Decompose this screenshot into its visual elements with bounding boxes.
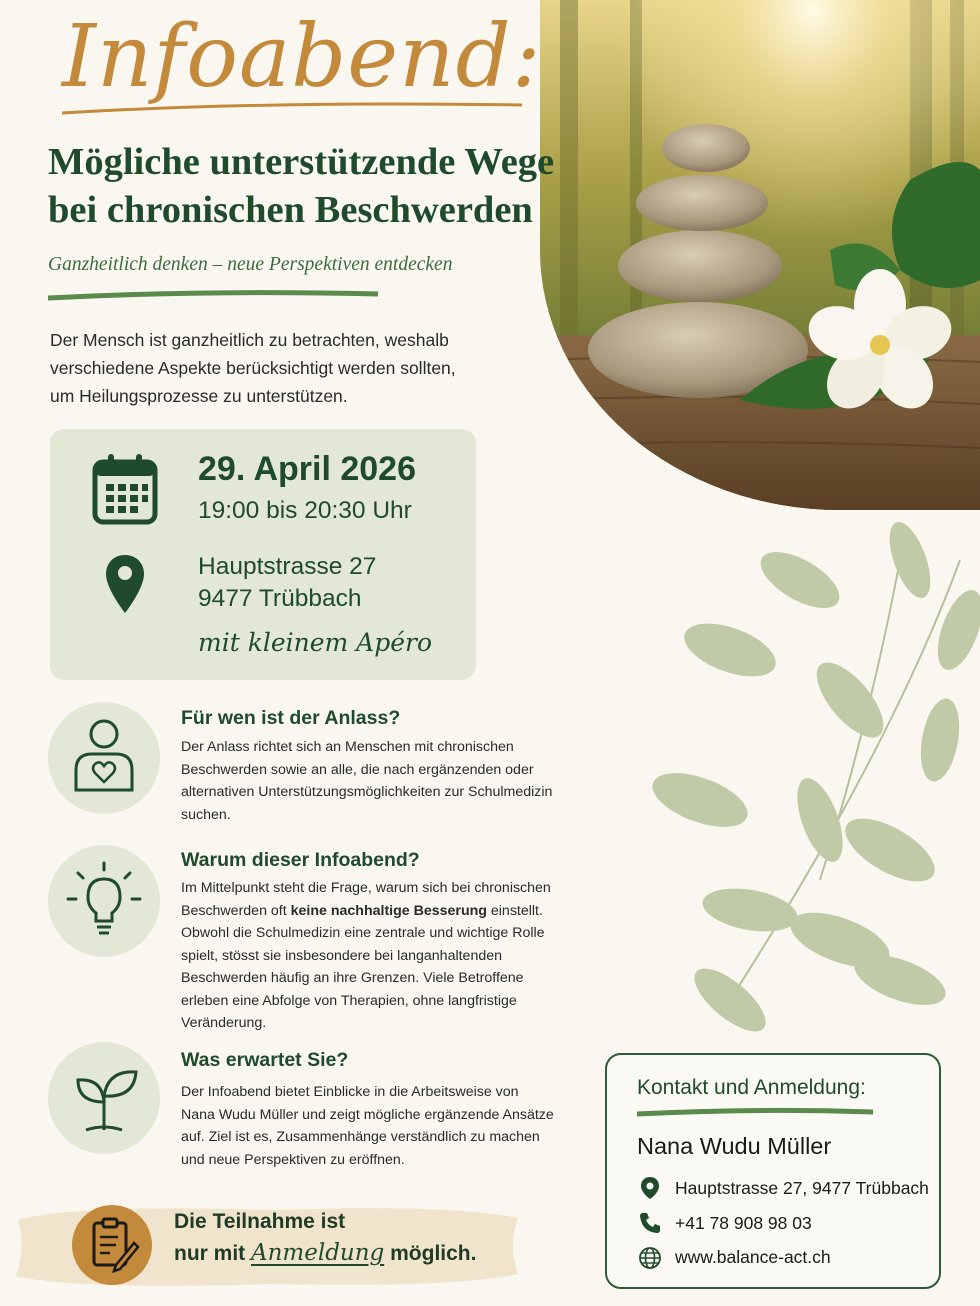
- map-pin-icon: [638, 1176, 662, 1200]
- text-line: Der Infoabend bietet Einblicke in die Arbeitsweise von: [181, 1084, 519, 1100]
- headline-underline: [62, 95, 522, 119]
- text-line: Beschwerden häufig an ihre Grenzen. Viele Betroffene: [181, 970, 524, 986]
- section-body-why: [181, 877, 591, 1035]
- intro-line-1: Der Mensch ist ganzheitlich zu betrachten, weshalb: [50, 330, 449, 350]
- subtitle-line-2: bei chronischen Beschwerden: [48, 189, 533, 231]
- phone-icon: [638, 1211, 662, 1235]
- text-span: Beschwerden oft: [181, 902, 291, 919]
- intro-line-3: um Heilungsprozesse zu unterstützen.: [50, 386, 348, 406]
- lightbulb-icon: [48, 845, 160, 957]
- intro-text: [50, 326, 520, 410]
- sprout-icon: [48, 1042, 160, 1154]
- event-date: 29. April 2026: [198, 450, 416, 488]
- section-title-audience: Für wen ist der Anlass?: [181, 707, 401, 729]
- contact-phone[interactable]: +41 78 908 98 03: [675, 1213, 812, 1233]
- section-body-audience: [181, 736, 591, 826]
- clipboard-pen-icon: [72, 1205, 152, 1285]
- apero-note: mit kleinem Apéro: [198, 628, 433, 657]
- section-body-expect: [181, 1081, 591, 1171]
- contact-address: Hauptstrasse 27, 9477 Trübbach: [675, 1178, 929, 1198]
- person-heart-icon: [48, 702, 160, 814]
- hero-image-stacked-stones: [540, 0, 980, 510]
- text-line: Nana Wudu Müller und zeigt mögliche ergänzende Ansätze: [181, 1106, 554, 1123]
- section-title-why: Warum dieser Infoabend?: [181, 849, 420, 871]
- text-line: alternativen Unterstützungsmöglichkeiten zur Schulmedizin: [181, 784, 553, 800]
- contact-website-link[interactable]: www.balance-act.ch: [675, 1247, 831, 1267]
- contact-brush-rule: [637, 1106, 873, 1120]
- globe-icon: [638, 1246, 662, 1270]
- emphasis-text: keine nachhaltige Besserung: [290, 902, 487, 919]
- text-line: Obwohl die Schulmedizin eine zentrale und wichtige Rolle: [181, 925, 545, 941]
- text-line: [181, 900, 591, 923]
- contact-name: Nana Wudu Müller: [637, 1133, 832, 1159]
- section-title-expect: Was erwartet Sie?: [181, 1049, 349, 1071]
- text-line: Beschwerden sowie an alle, die nach ergänzenden oder: [181, 761, 534, 778]
- text-span: möglich.: [384, 1242, 477, 1265]
- event-time: 19:00 bis 20:30 Uhr: [198, 497, 412, 524]
- text-span: nur mit: [174, 1242, 251, 1265]
- event-address-street: Hauptstrasse 27: [198, 553, 377, 580]
- text-line: erleben eine Abfolge von Therapien, ohne langfristige: [181, 992, 517, 1009]
- text-line: suchen.: [181, 806, 231, 823]
- event-address-city: 9477 Trübbach: [198, 585, 362, 612]
- subtitle-line-1: Mögliche unterstützende Wege: [48, 141, 555, 183]
- text-span: einstellt.: [486, 902, 543, 919]
- text-line: Der Anlass richtet sich an Menschen mit chronischen: [181, 739, 514, 755]
- registration-line-1: Die Teilnahme ist: [174, 1210, 346, 1233]
- calendar-icon: [92, 452, 158, 526]
- tagline: Ganzheitlich denken – neue Perspektiven entdecken: [48, 254, 453, 275]
- text-line: Veränderung.: [181, 1015, 267, 1031]
- headline: Infoabend:: [62, 7, 542, 107]
- tagline-brush-rule: [48, 288, 378, 304]
- intro-line-2: verschiedene Aspekte berücksichtigt werden sollten,: [50, 358, 456, 378]
- subtitle: [48, 138, 608, 234]
- text-line: Im Mittelpunkt steht die Frage, warum sich bei chronischen: [181, 880, 551, 896]
- contact-title: Kontakt und Anmeldung:: [637, 1076, 866, 1099]
- text-line: spielt, stösst sie insbesondere bei langanhaltenden: [181, 947, 503, 964]
- watercolor-leaves-illustration: [640, 520, 980, 1080]
- map-pin-icon: [104, 553, 146, 615]
- text-line: auf. Ziel ist es, Zusammenhänge verständlich zu machen: [181, 1129, 540, 1145]
- registration-emphasis: Anmeldung: [251, 1240, 385, 1266]
- registration-line-2: [174, 1240, 476, 1266]
- text-line: und neue Perspektiven zu eröffnen.: [181, 1151, 405, 1168]
